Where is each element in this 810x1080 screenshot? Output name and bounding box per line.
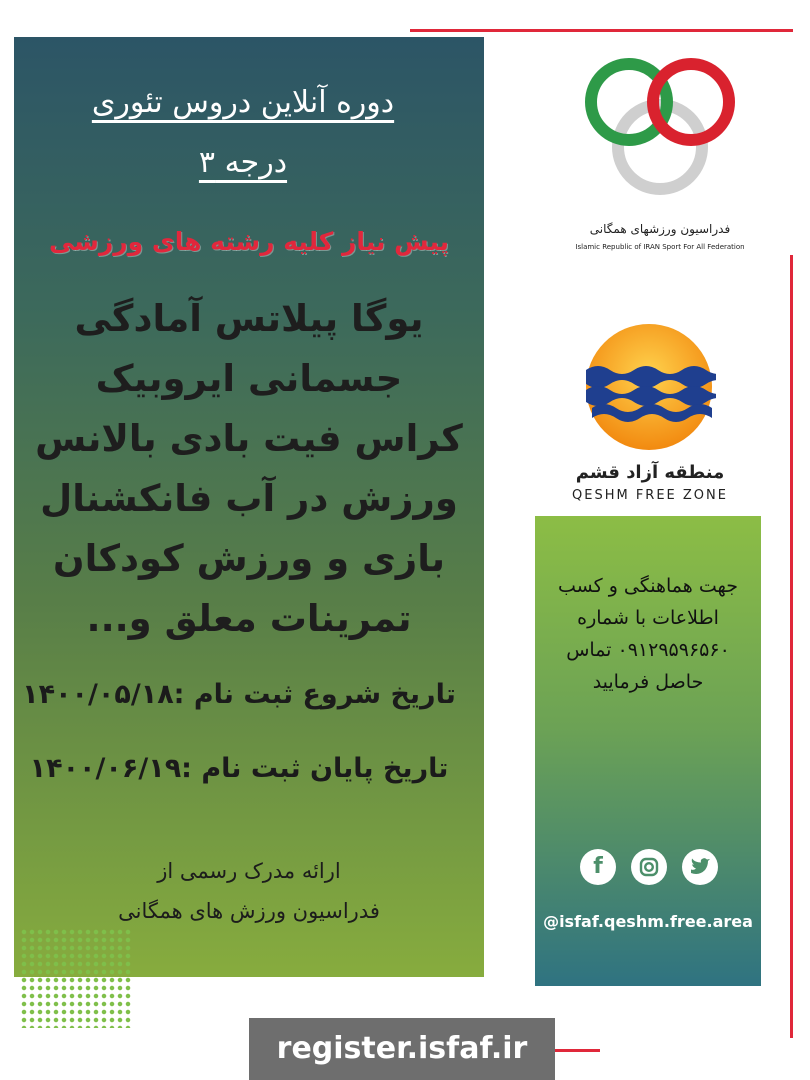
bottom-red-line [555,1049,600,1052]
social-handle[interactable]: @isfaf.qeshm.free.area [543,912,753,931]
right-red-line [790,255,793,1038]
sport-line: بازی و ورزش کودکان [53,537,445,580]
certificate-text [14,851,484,931]
sport-line: ورزش در آب فانکشنال [40,477,458,520]
federation-rings-logo [580,44,745,204]
registration-start-date: تاریخ شروع ثبت نام :۱۴۰۰/۰۵/۱۸ [22,679,456,710]
facebook-icon[interactable]: f [580,849,616,885]
dot-pattern-decoration [20,928,132,1028]
sport-line: یوگا پیلاتس آمادگی [74,297,424,340]
qeshm-name-fa: منطقه آزاد قشم [575,462,725,483]
federation-name-fa: فدراسیون ورزشهای همگانی [589,222,731,236]
certificate-line: فدراسیون ورزش های همگانی [118,899,380,923]
contact-line: حاصل فرمایید [592,671,704,693]
register-link[interactable]: register.isfaf.ir [249,1018,555,1080]
federation-name-en: Islamic Republic of IRAN Sport For All Federation [575,243,745,251]
course-grade: درجه ۳ [198,145,288,180]
prerequisite-text: پیش نیاز کلیه رشته های ورزشی [48,227,450,256]
contact-line: جهت هماهنگی و کسب [558,575,738,597]
qeshm-wave-sun-logo [582,320,716,454]
qeshm-name-en: QESHM FREE ZONE [572,488,728,503]
course-title: دوره آنلاین دروس تئوری [91,85,395,120]
contact-text [535,570,761,698]
instagram-glyph [631,849,667,885]
registration-end-date: تاریخ پایان ثبت نام :۱۴۰۰/۰۶/۱۹ [29,753,449,784]
sport-line: جسمانی ایروبیک [95,357,403,400]
sports-list [14,289,484,649]
twitter-glyph [682,849,718,885]
certificate-line: ارائه مدرک رسمی از [157,859,341,883]
instagram-icon[interactable] [631,849,667,885]
sport-line: تمرینات معلق و... [86,597,412,640]
twitter-icon[interactable] [682,849,718,885]
top-red-line [410,29,793,32]
course-info-panel [14,37,484,977]
contact-line: اطلاعات با شماره [577,607,719,629]
contact-line: ۰۹۱۲۹۵۹۶۵۶۰ تماس [566,639,730,661]
sport-line: کراس فیت بادی بالانس [35,417,463,460]
